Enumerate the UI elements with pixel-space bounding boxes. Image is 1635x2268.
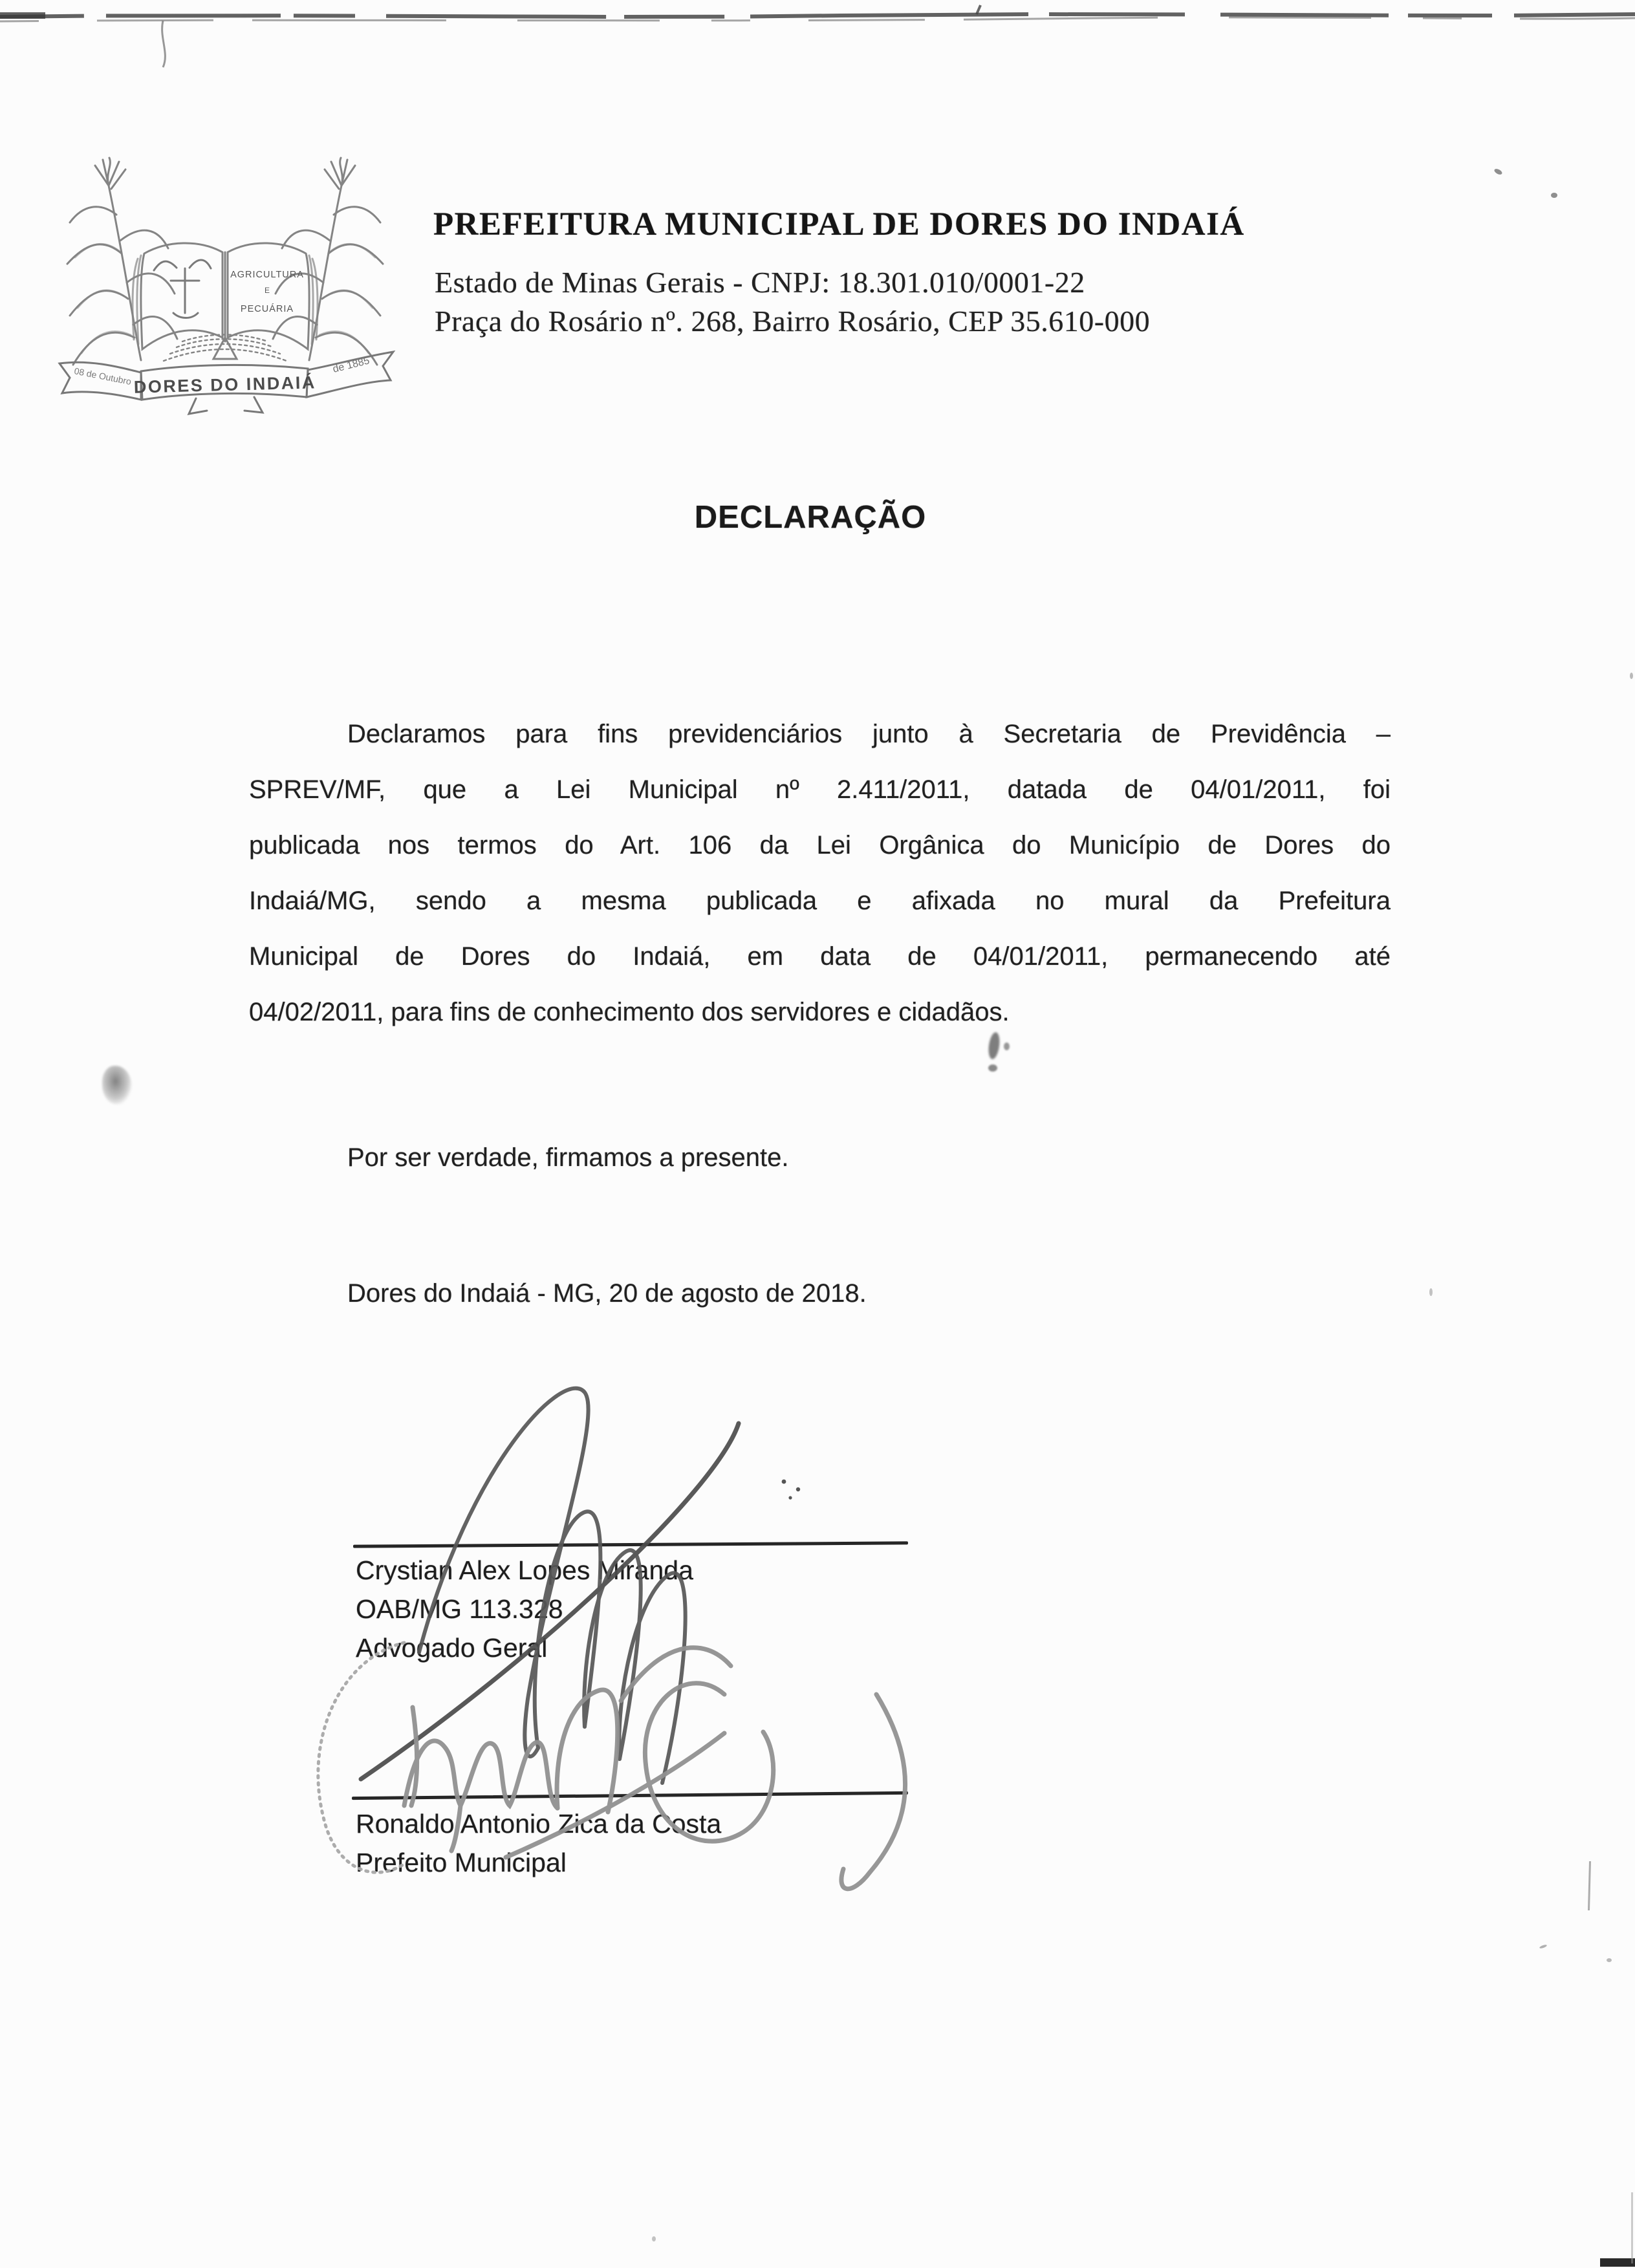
- emblem-ribbon-left-text: 08 de Outubro: [73, 365, 133, 387]
- paragraph-line: SPREV/MF, que a Lei Municipal nº 2.411/2011, datada de 04/01/2011, foi: [249, 775, 1391, 804]
- emblem-text-e: E: [264, 286, 270, 295]
- paragraph-line: Indaiá/MG, sendo a mesma publicada e afixada no mural da Prefeitura: [249, 887, 1391, 915]
- scan-speck: [652, 2236, 656, 2241]
- closing-sentence: Por ser verdade, firmamos a presente.: [347, 1143, 789, 1172]
- emblem-text-agricultura: AGRICULTURA: [230, 270, 304, 280]
- ink-smudge: [1004, 1042, 1010, 1050]
- scan-corner-mark: [1600, 2258, 1635, 2267]
- ink-smudge: [102, 1066, 132, 1105]
- declaration-paragraph: [249, 706, 1391, 1040]
- scan-speck: [1551, 193, 1557, 198]
- signatory-name: Ronaldo Antonio Zica da Costa: [356, 1809, 722, 1839]
- org-subtitle-state-cnpj: Estado de Minas Gerais - CNPJ: 18.301.010/0001-22: [435, 266, 1085, 299]
- scan-speck: [1607, 1958, 1612, 1962]
- paragraph-line: publicada nos termos do Art. 106 da Lei Orgânica do Município de Dores do: [249, 831, 1391, 859]
- paragraph-line: 04/02/2011, para fins de conhecimento dos servidores e cidadãos.: [249, 998, 1010, 1026]
- scan-speck: [1539, 1944, 1548, 1949]
- scan-edge-artifact: [0, 0, 1635, 71]
- signatory-name: Crystian Alex Lopes Miranda: [356, 1555, 693, 1585]
- document-title: DECLARAÇÃO: [694, 500, 927, 535]
- scan-speck: [1493, 167, 1503, 175]
- emblem-text-pecuaria: PECUÁRIA: [240, 304, 294, 314]
- paragraph-line: Municipal de Dores do Indaiá, em data de 04/01/2011, permanecendo até: [249, 942, 1391, 971]
- open-book-icon: [133, 243, 318, 349]
- signatory-role: Prefeito Municipal: [356, 1848, 567, 1877]
- scan-speck: [1429, 1288, 1433, 1296]
- cross-icon: [154, 260, 211, 318]
- org-subtitle-address: Praça do Rosário nº. 268, Bairro Rosário, CEP 35.610-000: [435, 305, 1151, 338]
- signatory-registration: OAB/MG 113.328: [356, 1594, 563, 1624]
- scan-edge-smear: [1631, 2192, 1633, 2263]
- corn-stalk-icon: [67, 158, 177, 365]
- org-title: PREFEITURA MUNICIPAL DE DORES DO INDAIÁ: [433, 206, 1245, 243]
- signatory-role: Advogado Geral: [356, 1633, 548, 1663]
- scan-speck: [1630, 673, 1633, 679]
- emblem-ribbon-right-text: de 1885: [331, 355, 371, 375]
- paragraph-line: Declaramos para fins previdenciários junto à Secretaria de Previdência –: [347, 720, 1391, 748]
- place-date-line: Dores do Indaiá - MG, 20 de agosto de 2018.: [347, 1279, 867, 1308]
- ink-smudge: [988, 1064, 997, 1072]
- handwritten-signature-ronaldo: [272, 1604, 957, 1966]
- scan-scratch: [1588, 1861, 1591, 1910]
- emblem-banner-text: DORES DO INDAIÁ: [133, 373, 317, 397]
- municipal-coat-of-arms: [44, 144, 406, 422]
